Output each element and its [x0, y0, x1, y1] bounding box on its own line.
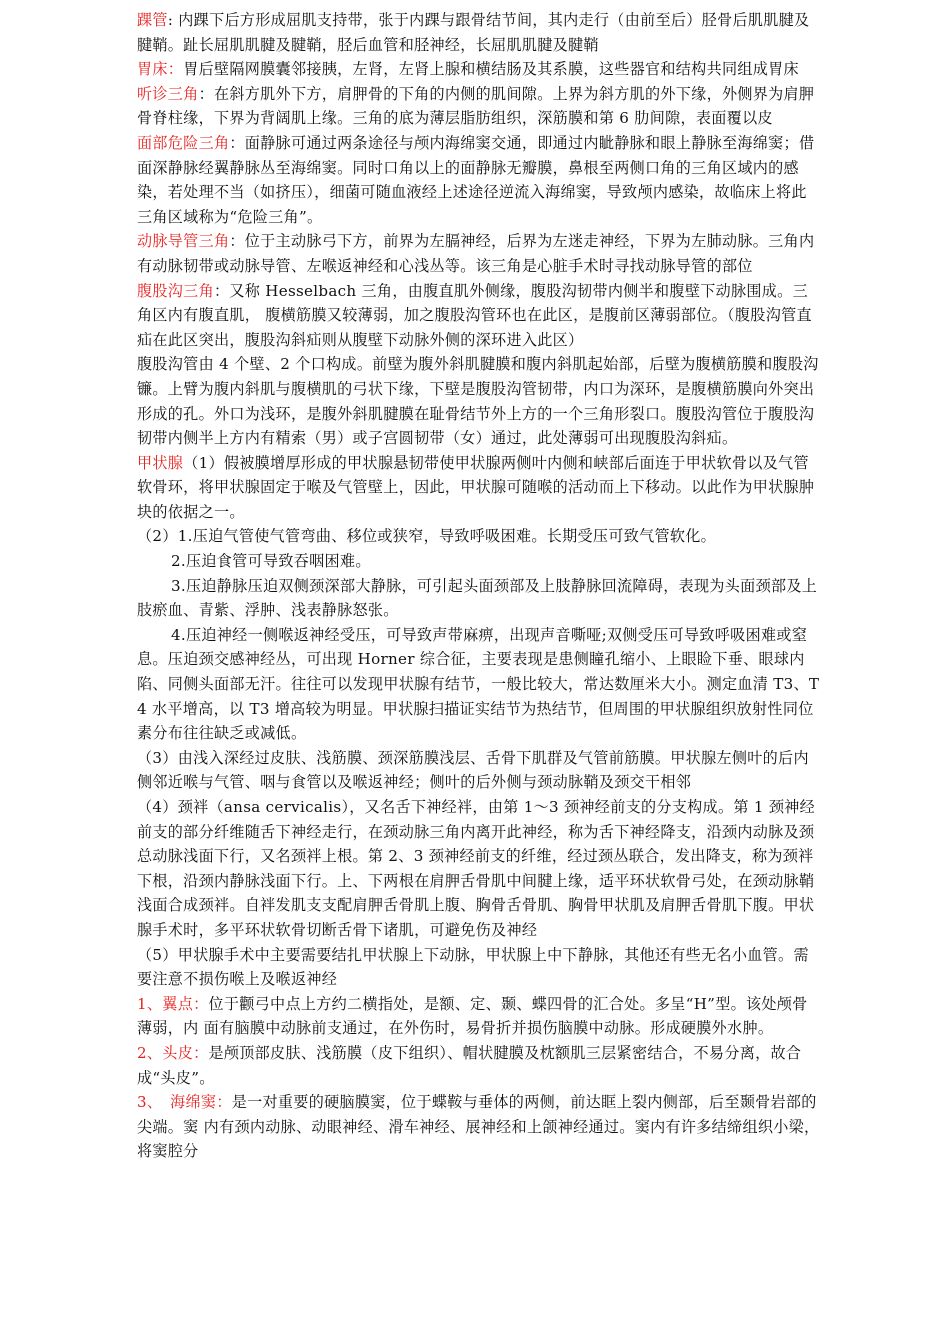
thyroid-point-2-2: 2.压迫食管可导致吞咽困难。	[171, 552, 371, 571]
thyroid-point-3: （3）由浅入深经过皮肤、浅筋膜、颈深筋膜浅层、舌骨下肌群及气管前筋膜。甲状腺左侧叶的后内侧邻近喉与气管、咽与食管以及喉返神经；侧叶的后外侧与颈动脉鞘及颈交干相邻	[137, 748, 809, 792]
entry-ductus-arteriosus-triangle	[137, 229, 820, 278]
entry-cavernous-sinus	[137, 1090, 820, 1164]
term-label: 3、 海绵窦：	[137, 1093, 232, 1112]
term-label: 1、翼点：	[137, 994, 209, 1013]
entry-tarsal-tunnel	[137, 8, 820, 57]
term-label: 胃床：	[137, 60, 184, 79]
entry-facial-danger-triangle	[137, 131, 820, 229]
entry-scalp	[137, 1041, 820, 1090]
term-label: 2、头皮：	[137, 1043, 209, 1062]
entry-text: 胃后壁隔网膜囊邻接胰，左肾，左肾上腺和横结肠及其系膜，这些器官和结构共同组成胃床	[183, 60, 799, 79]
entry-text: ：位于主动脉弓下方，前界为左膈神经，后界为左迷走神经，下界为左肺动脉。三角内有动脉韧带或动脉导管、左喉返神经和心浅丛等。该三角是心脏手术时寻找动脉导管的部位	[137, 232, 815, 275]
thyroid-point-2-4: 4.压迫神经一侧喉返神经受压，可导致声带麻痹，出现声音嘶哑;双侧受压可导致呼吸困难或窒息。压迫颈交感神经丛，可出现 Horner 综合征，主要表现是患侧瞳孔缩小、上眼睑下垂、眼球内陷、同侧头面部无汗。往往可以发现甲状腺有结节，一般比较大，常达数厘米大小。测定血清 T3、T4 水平增高，以 T3 增高较为明显。甲状腺扫描证实结节为热结节，但周围的甲状腺组织放射性同位素分布往往缺乏或减低。	[137, 625, 820, 743]
entry-stomach-bed	[137, 57, 820, 82]
entry-thyroid	[137, 451, 820, 525]
entry-text: ：又称 Hesselbach 三角，由腹直肌外侧缘，腹股沟韧带内侧半和腹壁下动脉围成。三角区内有腹直肌， 腹横筋膜又较薄弱，加之腹股沟管环也在此区，是腹前区薄弱部位。（腹股沟管直疝在此区突出，腹股沟斜疝则从腹壁下动脉外侧的深环进入此区）	[137, 281, 812, 349]
thyroid-point-2: （2）1.压迫气管使气管弯曲、移位或狭窄，导致呼吸困难。长期受压可致气管软化。	[137, 527, 717, 546]
term-label: 面部危险三角	[137, 133, 230, 152]
document-page	[137, 8, 820, 1164]
thyroid-point-4: （4）颈袢（ansa cervicalis），又名舌下神经袢，由第 1～3 颈神经前支的分支构成。第 1 颈神经前支的部分纤维随舌下神经走行，在颈动脉三角内离开此神经，称为舌下神经降支，沿颈内动脉及颈总动脉浅面下行，又名颈袢上根。第 2、3 颈神经前支的纤维，经过颈丛联合，发出降支，称为颈袢下根，沿颈内静脉浅面下行。上、下两根在肩胛舌骨肌中间腱上缘，适平环状软骨弓处，在颈动脉鞘浅面合成颈袢。自袢发肌支支配肩胛舌骨肌上腹、胸骨舌骨肌、胸骨甲状肌及肩胛舌骨肌下腹。甲状腺手术时，多平环状软骨切断舌骨下诸肌，可避免伤及神经	[137, 798, 816, 939]
term-label: 踝管	[137, 11, 168, 29]
term-label: 甲状腺	[137, 453, 184, 472]
entry-text: ：在斜方肌外下方，肩胛骨的下角的内侧的肌间隙。上界为斜方肌的外下缘，外侧界为肩胛骨脊柱缘，下界为背阔肌上缘。三角的底为薄层脂肪组织，深筋膜和第 6 肋间隙，表面覆以皮	[137, 84, 815, 128]
thyroid-point-2-3: 3.压迫静脉压迫双侧颈深部大静脉，可引起头面颈部及上肢静脉回流障碍，表现为头面颈部及上肢瘀血、青紫、浮肿、浅表静脉怒张。	[137, 576, 818, 620]
inguinal-canal-paragraph: 腹股沟管由 4 个壁、2 个口构成。前壁为腹外斜肌腱膜和腹内斜肌起始部，后壁为腹横筋膜和腹股沟镰。上臂为腹内斜肌与腹横肌的弓状下缘，下壁是腹股沟管韧带，内口为深环，是腹横筋膜向外突出形成的孔。外口为浅环，是腹外斜肌腱膜在耻骨结节外上方的一个三角形裂口。腹股沟管位于腹股沟韧带内侧半上方内有精索（男）或子宫圆韧带（女）通过，此处薄弱可出现腹股沟斜疝。	[137, 355, 819, 448]
entry-text: 是颅顶部皮肤、浅筋膜（皮下组织）、帽状腱膜及枕额肌三层紧密结合，不易分离，故合成“头皮”。	[137, 1043, 802, 1087]
entry-text: 位于颧弓中点上方约二横指处，是额、定、颞、蝶四骨的汇合处。多呈“H”型。该处颅骨薄弱，内 面有脑膜中动脉前支通过，在外伤时，易骨折并损伤脑膜中动脉。形成硬膜外水肿。	[137, 994, 808, 1038]
entry-inguinal-triangle	[137, 279, 820, 353]
term-label: 动脉导管三角	[137, 232, 230, 251]
entry-pterion	[137, 992, 820, 1041]
entry-text: 是一对重要的硬脑膜窦，位于蝶鞍与垂体的两侧，前达眶上裂内侧部，后至颞骨岩部的尖端。窦 内有颈内动脉、动眼神经、滑车神经、展神经和上颌神经通过。窦内有许多结缔组织小梁，将窦腔分	[137, 1093, 820, 1161]
thyroid-point-5: （5）甲状腺手术中主要需要结扎甲状腺上下动脉，甲状腺上中下静脉，其他还有些无名小血管。需要注意不损伤喉上及喉返神经	[137, 945, 809, 989]
entry-text: （1）假被膜增厚形成的甲状腺悬韧带使甲状腺两侧叶内侧和峡部后面连于甲状软骨以及气管软骨环，将甲状腺固定于喉及气管壁上，因此，甲状腺可随喉的活动而上下移动。以此作为甲状腺肿块的依据之一。	[137, 453, 815, 521]
entry-auscultation-triangle	[137, 82, 820, 131]
entry-text: : 内踝下后方形成屈肌支持带，张于内踝与跟骨结节间，其内走行（由前至后）胫骨后肌肌腱及腱鞘。趾长屈肌肌腱及腱鞘，胫后血管和胫神经，长屈肌肌腱及腱鞘	[137, 11, 810, 54]
entry-text: ：面静脉可通过两条途径与颅内海绵窦交通，即通过内眦静脉和眼上静脉至海绵窦；借面深静脉经翼静脉丛至海绵窦。同时口角以上的面静脉无瓣膜，鼻根至两侧口角的三角区域内的感染，若处理不当（如挤压），细菌可随血液经上述途径逆流入海绵窦，导致颅内感染，故临床上将此三角区域称为“危险三角”。	[137, 133, 815, 226]
term-label: 听诊三角	[137, 84, 199, 103]
term-label: 腹股沟三角	[137, 281, 214, 300]
